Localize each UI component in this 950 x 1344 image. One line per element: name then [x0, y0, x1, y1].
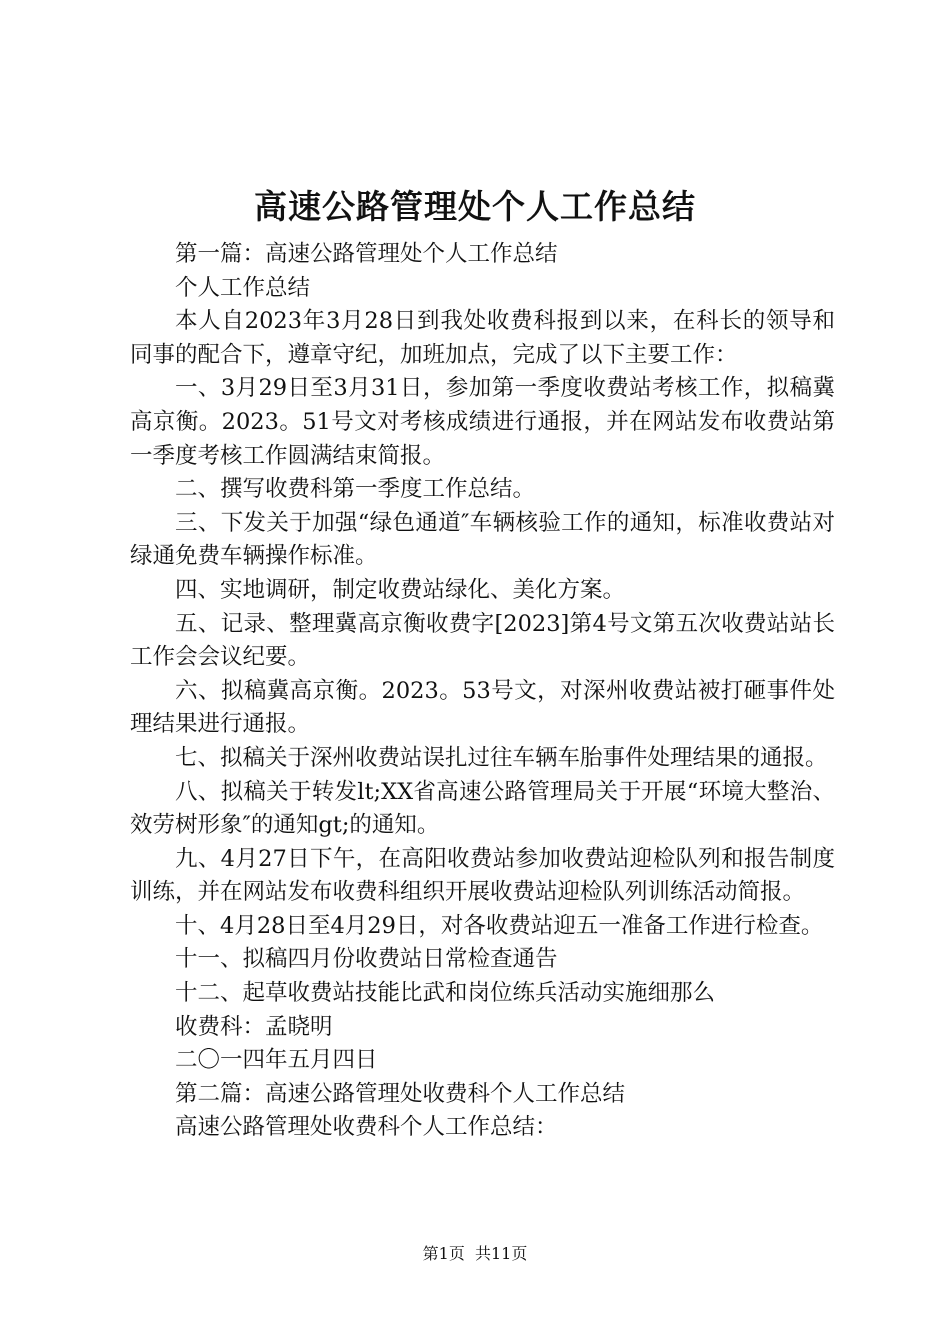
document-title: 高速公路管理处个人工作总结 — [254, 187, 696, 226]
paragraph: 四、实地调研，制定收费站绿化、美化方案。 — [175, 576, 626, 603]
paragraph: 本人自2023年3月28日到我处收费科报到以来，在科长的领导和同事的配合下，遵章守纪，加班加点，完成了以下主要工作： — [130, 308, 835, 368]
paragraph: 七、拟稿关于深州收费站误扎过往车辆车胎事件处理结果的通报。 — [175, 744, 828, 771]
paragraph: 十、4月28日至4月29日，对各收费站迎五一准备工作进行检查。 — [175, 912, 824, 939]
paragraph: 一、3月29日至3月31日，参加第一季度收费站考核工作，拟稿冀高京衡。2023。51号文对考核成绩进行通报，并在网站发布收费站第一季度考核工作圆满结束简报。 — [130, 375, 835, 469]
page-number: 第1页 共11页 — [422, 1244, 528, 1263]
paragraph: 高速公路管理处收费科个人工作总结： — [175, 1114, 558, 1141]
signature-date: 二〇一四年五月四日 — [175, 1047, 378, 1074]
paragraph: 十二、起草收费站技能比武和岗位练兵活动实施细那么 — [175, 980, 716, 1007]
document-body — [130, 238, 835, 1145]
page-footer — [0, 1243, 950, 1265]
paragraph: 二、撰写收费科第一季度工作总结。 — [175, 476, 536, 503]
paragraph: 六、拟稿冀高京衡。2023。53号文，对深州收费站被打砸事件处理结果进行通报。 — [130, 677, 835, 738]
paragraph: 九、4月27日下午，在高阳收费站参加收费站迎检队列和报告制度训练，并在网站发布收费科组织开展收费站迎检队列训练活动简报。 — [130, 845, 835, 906]
signature-department: 收费科：孟晓明 — [175, 1013, 333, 1040]
paragraph: 十一、拟稿四月份收费站日常检查通告 — [175, 946, 558, 973]
paragraph: 八、拟稿关于转发lt;XX省高速公路管理局关于开展“环境大整治、效劳树形象″的通知gt;的通知。 — [130, 778, 835, 839]
paragraph: 个人工作总结 — [175, 274, 311, 301]
paragraph: 三、下发关于加强“绿色通道″车辆核验工作的通知，标准收费站对绿通免费车辆操作标准。 — [130, 509, 835, 570]
paragraph: 五、记录、整理冀高京衡收费字[2023]第4号文第五次收费站站长工作会会议纪要。 — [130, 610, 835, 671]
section-heading: 第二篇：高速公路管理处收费科个人工作总结 — [175, 1080, 626, 1107]
paragraph: 第一篇：高速公路管理处个人工作总结 — [175, 241, 558, 267]
